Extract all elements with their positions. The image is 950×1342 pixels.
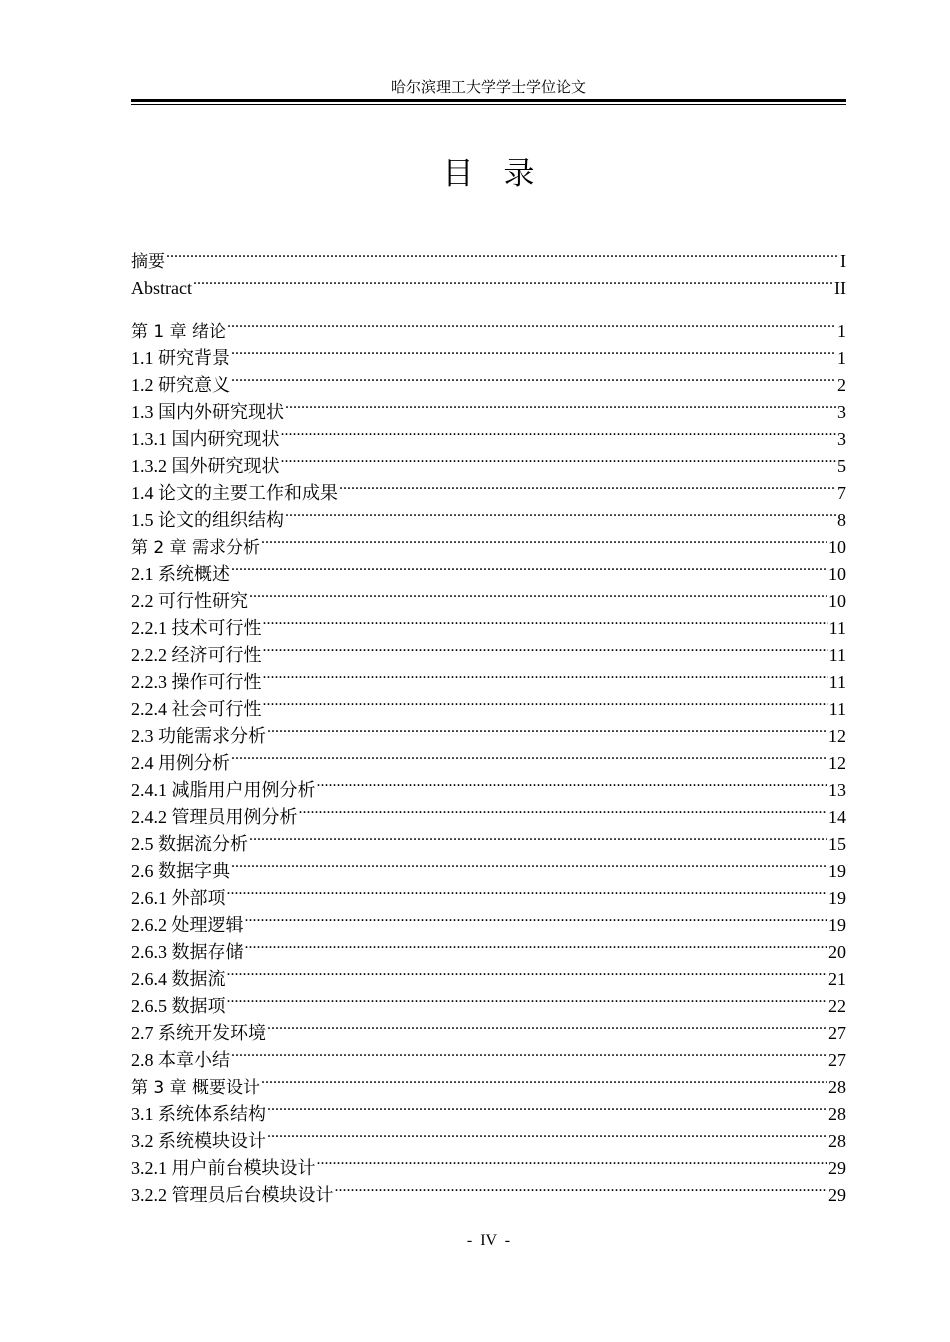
toc-dot-leader <box>227 310 836 337</box>
toc-entry-page: 20 <box>828 942 846 962</box>
toc-entry-page: 10 <box>828 564 846 584</box>
toc-dot-leader <box>231 850 827 877</box>
toc-entry-label: 2.6.1 外部项 <box>131 888 226 908</box>
toc-entry-page: 19 <box>828 888 846 908</box>
toc-entry[interactable] <box>131 364 846 395</box>
toc-entry-page: 29 <box>828 1158 846 1178</box>
toc-dot-leader <box>193 267 833 294</box>
toc-entry-label: 2.4 用例分析 <box>131 753 230 773</box>
toc-entry-label: 1.3.2 国外研究现状 <box>131 456 280 476</box>
toc-entry-label: 2.2.1 技术可行性 <box>131 618 262 638</box>
toc-entry-label: 1.3.1 国内研究现状 <box>131 429 280 449</box>
toc-dot-leader <box>281 418 837 445</box>
toc-entry[interactable] <box>131 850 846 881</box>
toc-dot-leader <box>267 1120 827 1147</box>
toc-dot-leader <box>261 1066 827 1093</box>
toc-entry[interactable] <box>131 580 846 611</box>
toc-entry-page: 1 <box>837 321 846 341</box>
toc-entry-page: 10 <box>828 591 846 611</box>
toc-entry-page: 14 <box>828 807 846 827</box>
toc-dot-leader <box>231 742 827 769</box>
toc-entry-page: 27 <box>828 1023 846 1043</box>
toc-entry-label: 2.8 本章小结 <box>131 1050 230 1070</box>
toc-entry-page: 3 <box>837 429 846 449</box>
toc-entry-page: 5 <box>837 456 846 476</box>
toc-entry-label: 1.3 国内外研究现状 <box>131 402 284 422</box>
running-header: 哈尔滨理工大学学士学位论文 <box>390 80 586 96</box>
toc-dot-leader <box>227 985 828 1012</box>
toc-dot-leader <box>245 931 828 958</box>
toc-entry-page: 11 <box>828 618 846 638</box>
toc-entry[interactable] <box>131 904 846 935</box>
toc-entry-page: 10 <box>828 537 846 557</box>
toc-entry-label: 1.2 研究意义 <box>131 375 230 395</box>
toc-entry[interactable] <box>131 240 846 272</box>
toc-entry-label: 1.4 论文的主要工作和成果 <box>131 483 338 503</box>
toc-dot-leader <box>166 240 839 267</box>
toc-entry-label: 2.2.4 社会可行性 <box>131 699 262 719</box>
toc-entry-label: 2.1 系统概述 <box>131 564 230 584</box>
toc-entry-page: 27 <box>828 1050 846 1070</box>
toc-entry-label: Abstract <box>131 278 192 298</box>
toc-dot-leader <box>335 1174 828 1201</box>
toc-entry-page: 11 <box>828 645 846 665</box>
toc-entry-label: 第 1 章 绪论 <box>131 322 227 342</box>
toc-entry-page: 2 <box>837 375 846 395</box>
toc-entry-page: 19 <box>828 861 846 881</box>
toc-entry-label: 2.4.1 减脂用户用例分析 <box>131 780 316 800</box>
toc-entry-label: 2.2.3 操作可行性 <box>131 672 262 692</box>
toc-dot-leader <box>299 796 828 823</box>
toc-entry-label: 2.2 可行性研究 <box>131 591 248 611</box>
toc-entry-label: 2.3 功能需求分析 <box>131 726 266 746</box>
toc-dot-leader <box>245 904 828 931</box>
toc-entry-label: 2.6.4 数据流 <box>131 969 226 989</box>
toc-entry[interactable] <box>131 742 846 773</box>
toc-entry-page: 11 <box>828 699 846 719</box>
header-rule-thin <box>131 104 846 105</box>
toc-dot-leader <box>263 688 828 715</box>
toc-entry[interactable] <box>131 267 846 298</box>
toc-entry-page: 19 <box>828 915 846 935</box>
toc-entry-label: 2.6.5 数据项 <box>131 996 226 1016</box>
toc-dot-leader <box>231 337 836 364</box>
toc-dot-leader <box>263 607 828 634</box>
toc-dot-leader <box>227 877 828 904</box>
toc-entry-page: 12 <box>828 753 846 773</box>
toc-entry[interactable] <box>131 391 846 422</box>
toc-dot-leader <box>263 634 828 661</box>
toc-entry[interactable] <box>131 1012 846 1043</box>
toc-entry-page: II <box>834 278 846 298</box>
toc-entry[interactable] <box>131 769 846 800</box>
toc-entry[interactable] <box>131 877 846 908</box>
toc-entry[interactable] <box>131 553 846 584</box>
toc-entry[interactable] <box>131 985 846 1016</box>
toc-entry[interactable] <box>131 337 846 368</box>
header-rule-thick <box>131 99 846 102</box>
toc-entry-label: 3.1 系统体系结构 <box>131 1104 266 1124</box>
toc-entry-label: 2.6 数据字典 <box>131 861 230 881</box>
toc-entry-page: 12 <box>828 726 846 746</box>
toc-dot-leader <box>249 580 827 607</box>
toc-dot-leader <box>285 391 836 418</box>
toc-dot-leader <box>231 364 836 391</box>
toc-dot-leader <box>339 472 836 499</box>
toc-dot-leader <box>261 526 827 553</box>
toc-entry-page: I <box>840 251 846 271</box>
toc-entry[interactable] <box>131 1039 846 1070</box>
toc-entry-label: 摘要 <box>131 252 165 272</box>
table-of-contents <box>131 240 846 1205</box>
page-title: 目录 <box>442 156 565 192</box>
toc-dot-leader <box>267 715 827 742</box>
toc-entry-label: 2.6.3 数据存储 <box>131 942 244 962</box>
toc-entry-page: 21 <box>828 969 846 989</box>
toc-entry-page: 1 <box>837 348 846 368</box>
toc-entry[interactable] <box>131 1066 846 1098</box>
toc-entry-label: 1.1 研究背景 <box>131 348 230 368</box>
toc-entry-label: 2.2.2 经济可行性 <box>131 645 262 665</box>
toc-entry-label: 1.5 论文的组织结构 <box>131 510 284 530</box>
toc-dot-leader <box>263 661 828 688</box>
toc-dot-leader <box>317 769 828 796</box>
toc-entry-page: 29 <box>828 1185 846 1205</box>
toc-entry[interactable] <box>131 310 846 342</box>
toc-dot-leader <box>227 958 828 985</box>
page-number: - IV - <box>466 1232 511 1249</box>
toc-entry-label: 2.7 系统开发环境 <box>131 1023 266 1043</box>
toc-entry[interactable] <box>131 958 846 989</box>
toc-dot-leader <box>249 823 827 850</box>
toc-entry-label: 2.4.2 管理员用例分析 <box>131 807 298 827</box>
toc-dot-leader <box>231 1039 827 1066</box>
toc-entry-page: 15 <box>828 834 846 854</box>
toc-entry-label: 第 3 章 概要设计 <box>131 1078 261 1098</box>
toc-entry-page: 3 <box>837 402 846 422</box>
toc-entry-label: 第 2 章 需求分析 <box>131 538 261 558</box>
toc-entry-label: 2.6.2 处理逻辑 <box>131 915 244 935</box>
toc-entry-page: 8 <box>837 510 846 530</box>
toc-entry-page: 13 <box>828 780 846 800</box>
toc-entry-label: 3.2.2 管理员后台模块设计 <box>131 1185 334 1205</box>
toc-dot-leader <box>317 1147 828 1174</box>
toc-entry-page: 28 <box>828 1131 846 1151</box>
toc-entry-label: 3.2.1 用户前台模块设计 <box>131 1158 316 1178</box>
toc-entry-label: 2.5 数据流分析 <box>131 834 248 854</box>
toc-entry-page: 11 <box>828 672 846 692</box>
toc-entry-page: 28 <box>828 1104 846 1124</box>
toc-entry-page: 28 <box>828 1077 846 1097</box>
toc-dot-leader <box>285 499 836 526</box>
toc-dot-leader <box>281 445 837 472</box>
toc-entry-page: 22 <box>828 996 846 1016</box>
toc-dot-leader <box>267 1093 827 1120</box>
toc-entry-label: 3.2 系统模块设计 <box>131 1131 266 1151</box>
toc-dot-leader <box>231 553 827 580</box>
toc-entry-page: 7 <box>837 483 846 503</box>
toc-dot-leader <box>267 1012 827 1039</box>
